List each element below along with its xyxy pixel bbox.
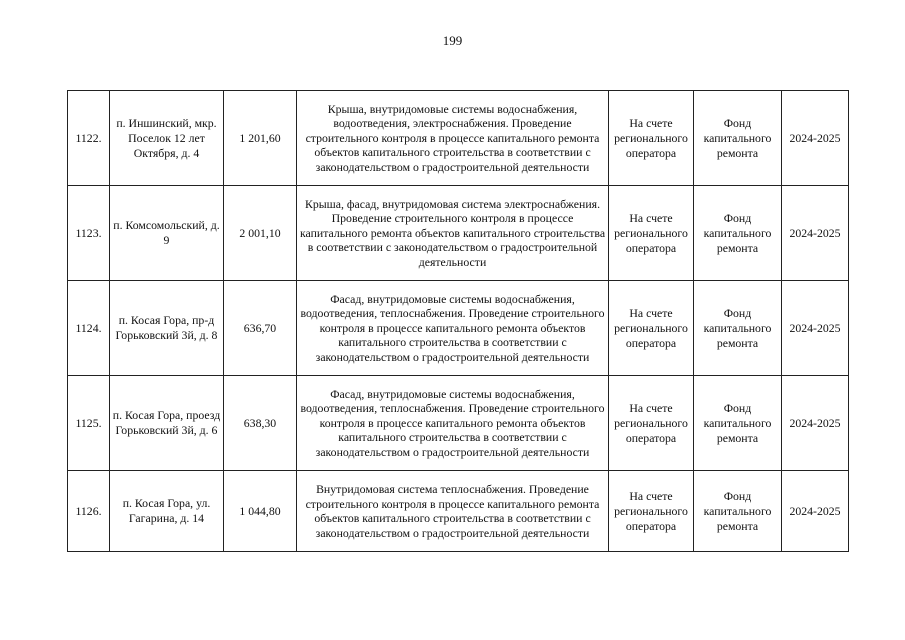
account-owner-cell: На счете регионального оператора xyxy=(609,376,694,471)
row-number: 1123. xyxy=(68,186,110,281)
address-cell: п. Комсомольский, д. 9 xyxy=(110,186,224,281)
table-row xyxy=(68,91,849,186)
row-number: 1126. xyxy=(68,471,110,552)
address-cell: п. Косая Гора, ул. Гагарина, д. 14 xyxy=(110,471,224,552)
account-owner-cell: На счете регионального оператора xyxy=(609,91,694,186)
works-cell: Фасад, внутридомовые системы водоснабжения, водоотведения, теплоснабжения. Проведение строительного контроля в процессе капитального ремонта объектов капитального строительства в соответствии с законодательством о градостроительной деятельности xyxy=(297,281,609,376)
table-row xyxy=(68,186,849,281)
area-cell: 1 044,80 xyxy=(224,471,297,552)
account-owner-cell: На счете регионального оператора xyxy=(609,186,694,281)
works-cell: Внутридомовая система теплоснабжения. Проведение строительного контроля в процессе капитального ремонта объектов капитального строительства в соответствии с законодательством о градостроительной деятельности xyxy=(297,471,609,552)
table-row xyxy=(68,281,849,376)
area-cell: 2 001,10 xyxy=(224,186,297,281)
repair-program-table xyxy=(67,90,849,552)
row-number: 1125. xyxy=(68,376,110,471)
years-cell: 2024-2025 xyxy=(782,91,849,186)
address-cell: п. Косая Гора, проезд Горьковский 3й, д. 6 xyxy=(110,376,224,471)
account-owner-cell: На счете регионального оператора xyxy=(609,471,694,552)
funding-source-cell: Фонд капитального ремонта xyxy=(694,281,782,376)
area-cell: 636,70 xyxy=(224,281,297,376)
years-cell: 2024-2025 xyxy=(782,186,849,281)
works-cell: Крыша, внутридомовые системы водоснабжения, водоотведения, электроснабжения. Проведение строительного контроля в процессе капитального ремонта объектов капитального строительства в соответствии с законодательством о градостроительной деятельности xyxy=(297,91,609,186)
funding-source-cell: Фонд капитального ремонта xyxy=(694,186,782,281)
table-row xyxy=(68,471,849,552)
funding-source-cell: Фонд капитального ремонта xyxy=(694,376,782,471)
works-cell: Фасад, внутридомовые системы водоснабжения, водоотведения, теплоснабжения. Проведение строительного контроля в процессе капитального ремонта объектов капитального строительства в соответствии с законодательством о градостроительной деятельности xyxy=(297,376,609,471)
years-cell: 2024-2025 xyxy=(782,281,849,376)
row-number: 1122. xyxy=(68,91,110,186)
works-cell: Крыша, фасад, внутридомовая система электроснабжения. Проведение строительного контроля в процессе капитального ремонта объектов капитального строительства в соответствии с законодательством о градостроительной деятельности xyxy=(297,186,609,281)
table-row xyxy=(68,376,849,471)
area-cell: 1 201,60 xyxy=(224,91,297,186)
address-cell: п. Иншинский, мкр. Поселок 12 лет Октября, д. 4 xyxy=(110,91,224,186)
years-cell: 2024-2025 xyxy=(782,376,849,471)
row-number: 1124. xyxy=(68,281,110,376)
years-cell: 2024-2025 xyxy=(782,471,849,552)
funding-source-cell: Фонд капитального ремонта xyxy=(694,91,782,186)
page-number: 199 xyxy=(442,33,463,48)
address-cell: п. Косая Гора, пр-д Горьковский 3й, д. 8 xyxy=(110,281,224,376)
area-cell: 638,30 xyxy=(224,376,297,471)
funding-source-cell: Фонд капитального ремонта xyxy=(694,471,782,552)
account-owner-cell: На счете регионального оператора xyxy=(609,281,694,376)
